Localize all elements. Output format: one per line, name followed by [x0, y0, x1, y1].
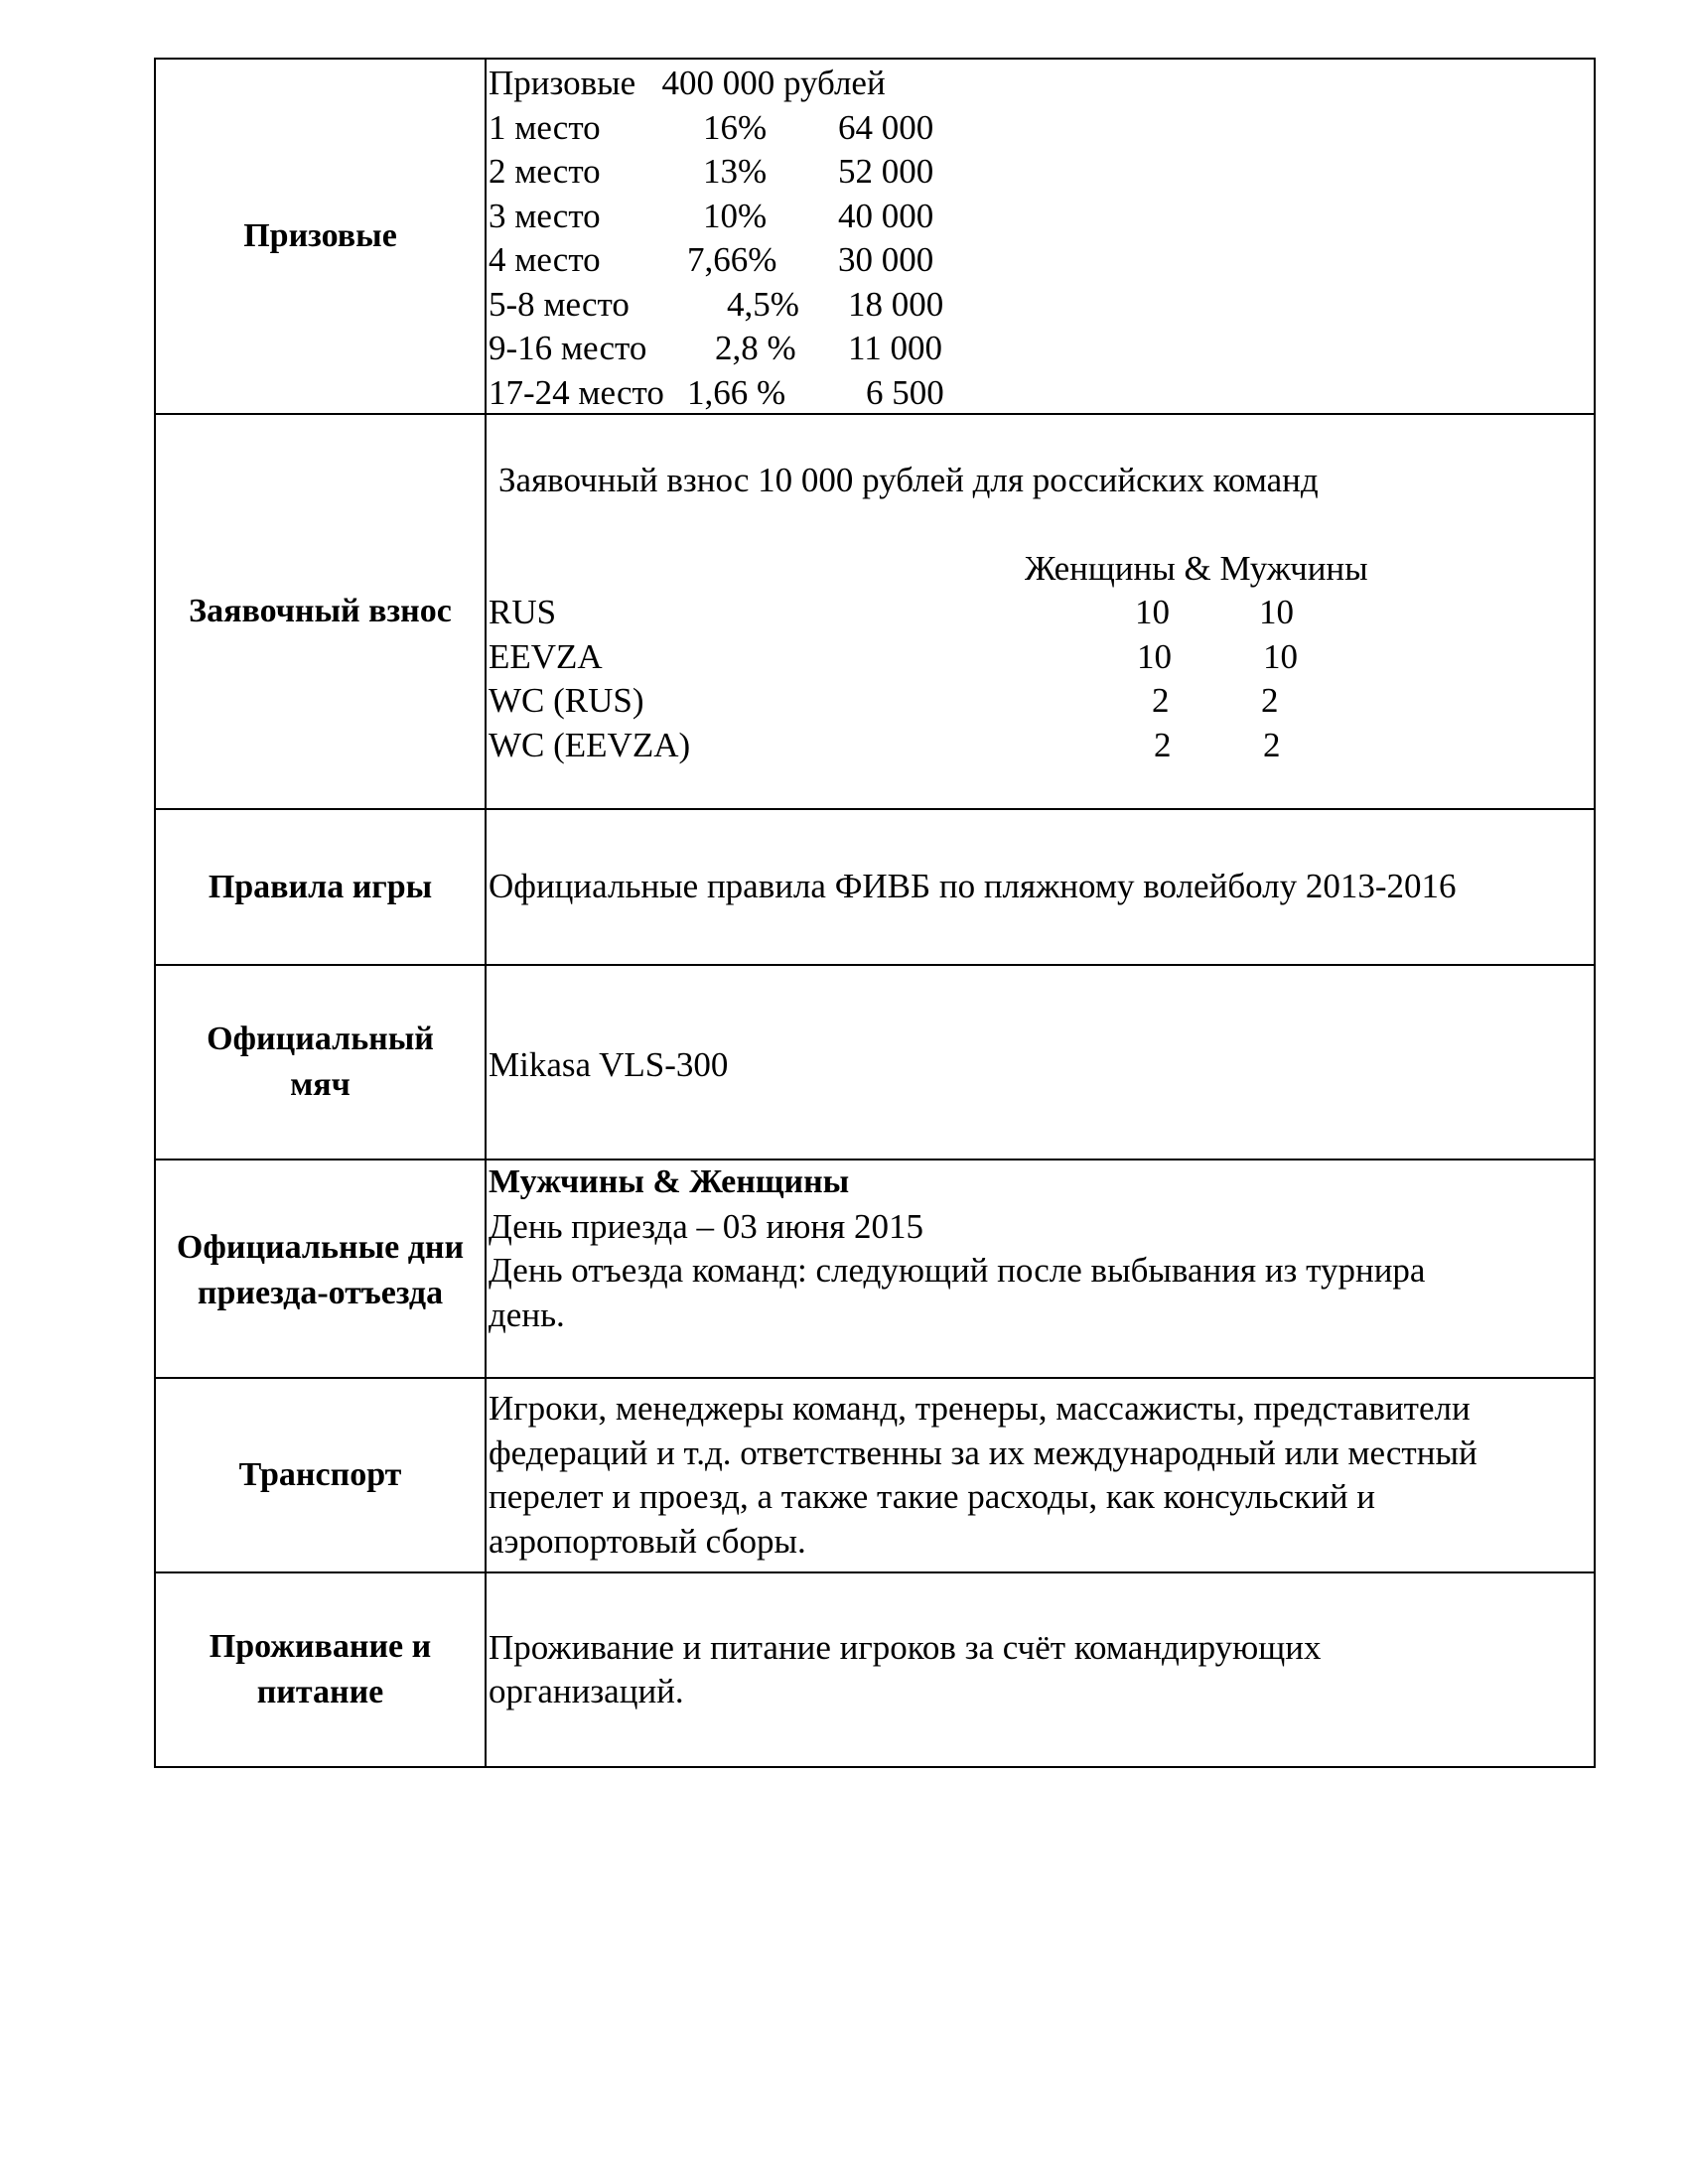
place: 17-24 место [489, 372, 664, 412]
ball-row [156, 966, 1594, 1160]
departure-date-line2: день. [489, 1295, 565, 1334]
ball-label: Официальный мяч [156, 966, 487, 1159]
quota-men: 10 [1259, 593, 1294, 631]
amount: 18 000 [848, 284, 944, 324]
quota-name: WC (RUS) [489, 681, 644, 720]
entry-label: Заявочный взнос [156, 415, 487, 808]
entry-quota-row [489, 635, 1594, 680]
place: 9-16 место [489, 329, 647, 367]
place: 2 место [489, 152, 601, 191]
transport-line: аэропортовый сборы. [489, 1521, 806, 1561]
prize-row [156, 60, 1594, 415]
entry-columns-header: Женщины & Мужчины [1025, 548, 1368, 588]
entry-fee-text: Заявочный взнос 10 000 рублей для российских команд [498, 461, 1319, 499]
amount: 64 000 [838, 107, 934, 147]
prize-row-item [489, 283, 1594, 328]
place: 5-8 место [489, 284, 630, 324]
quota-men: 2 [1263, 725, 1281, 764]
quota-name: RUS [489, 593, 557, 631]
quota-men: 10 [1263, 636, 1298, 676]
quota-name: WC (EEVZA) [489, 725, 691, 764]
accommodation-row [156, 1573, 1594, 1766]
dates-heading: Мужчины & Женщины [489, 1163, 850, 1200]
amount: 6 500 [866, 372, 944, 412]
percent: 4,5% [727, 284, 799, 324]
prize-row-item [489, 327, 1594, 371]
percent: 16% [703, 107, 768, 147]
prize-row-item [489, 238, 1594, 283]
ball-text: Mikasa VLS-300 [489, 1044, 729, 1084]
amount: 11 000 [848, 329, 942, 367]
prize-value [487, 60, 1594, 413]
percent: 13% [703, 152, 768, 191]
rules-row [156, 810, 1594, 966]
quota-women: 10 [1137, 636, 1172, 676]
rules-text: Официальные правила ФИВБ по пляжному волейболу 2013-2016 [489, 867, 1457, 906]
entry-quota-row [489, 679, 1594, 724]
amount: 40 000 [838, 196, 934, 235]
rules-value [487, 810, 1594, 964]
entry-value [487, 415, 1594, 808]
place: 3 место [489, 196, 601, 235]
accommodation-line: организаций. [489, 1672, 684, 1710]
transport-label: Транспорт [156, 1379, 487, 1571]
transport-line: Игроки, менеджеры команд, тренеры, массажисты, представители [489, 1389, 1471, 1428]
transport-value [487, 1379, 1594, 1571]
percent: 1,66 % [687, 372, 786, 412]
accommodation-label: Проживание и питание [156, 1573, 487, 1766]
dates-row [156, 1160, 1594, 1379]
arrival-date: День приезда – 03 июня 2015 [489, 1206, 923, 1246]
entry-row [156, 415, 1594, 810]
rules-label: Правила игры [156, 810, 487, 964]
quota-name: EEVZA [489, 636, 603, 676]
prize-header: Призовые 400 000 рублей [489, 64, 886, 102]
quota-women: 2 [1154, 725, 1172, 764]
dates-label: Официальные дни приезда-отъезда [156, 1160, 487, 1377]
quota-women: 2 [1152, 681, 1170, 720]
quota-men: 2 [1261, 681, 1279, 720]
place: 4 место [489, 240, 601, 279]
prize-row-item [489, 106, 1594, 151]
transport-line: федераций и т.д. ответственны за их международный или местный [489, 1433, 1477, 1472]
place: 1 место [489, 107, 601, 147]
prize-row-item [489, 371, 1594, 416]
amount: 52 000 [838, 152, 934, 191]
percent: 7,66% [687, 240, 777, 279]
entry-quota-row [489, 724, 1594, 768]
ball-value [487, 966, 1594, 1159]
accommodation-value [487, 1573, 1594, 1766]
quota-women: 10 [1135, 593, 1170, 631]
transport-line: перелет и проезд, а также такие расходы, как консульский и [489, 1477, 1376, 1516]
departure-date-line1: День отъезда команд: следующий после выбывания из турнира [489, 1251, 1426, 1290]
regulations-table [154, 58, 1596, 1768]
dates-value [487, 1160, 1594, 1377]
entry-quota-row [489, 591, 1594, 635]
amount: 30 000 [838, 240, 934, 279]
prize-row-item [489, 195, 1594, 239]
prize-label: Призовые [156, 60, 487, 413]
accommodation-line: Проживание и питание игроков за счёт командирующих [489, 1627, 1322, 1667]
transport-row [156, 1379, 1594, 1573]
percent: 2,8 % [715, 329, 796, 367]
prize-row-item [489, 150, 1594, 195]
percent: 10% [703, 196, 768, 235]
